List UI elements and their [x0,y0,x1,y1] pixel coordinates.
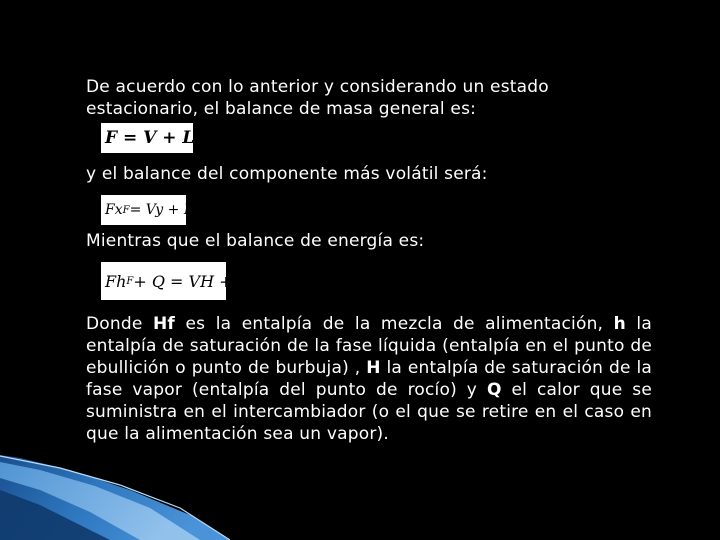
energy-lhs: Fh [105,271,127,291]
symbol-Q: Q [486,380,502,400]
component-lhs: Fx [105,202,123,218]
component-rhs: = Vy + Lx [129,202,202,218]
component-balance-text: y el balance del componente más volátil será: [86,164,488,184]
energy-rhs: + Q = VH + Lh [133,271,259,291]
mass-balance-formula: F = V + L [105,128,195,148]
component-lhs-sub: F [122,204,130,216]
intro-text: De acuerdo con lo anterior y considerando un estado estacionario, el balance de masa general es: [86,77,549,119]
desc-part-5: el calor que se suministra en el intercambiador (o el que se retire en el caso en que la alimentación sea un vapor). [86,380,653,444]
symbol-H: H [366,358,381,378]
desc-part-1: Donde [86,314,153,334]
energy-balance-text: Mientras que el balance de energía es: [86,231,425,251]
desc-part-2: es la entalpía de la mezcla de alimentación, [175,314,614,334]
desc-part-4: la entalpía de saturación de la fase vapor (entalpía del punto de rocío) y [86,358,652,400]
desc-part-3: la entalpía de saturación de la fase líquida (entalpía en el punto de ebullición o punto de burbuja) , [86,314,652,378]
symbol-hf: Hf [153,314,176,334]
symbol-h: h [613,314,626,334]
energy-lhs-sub: F [126,275,134,287]
